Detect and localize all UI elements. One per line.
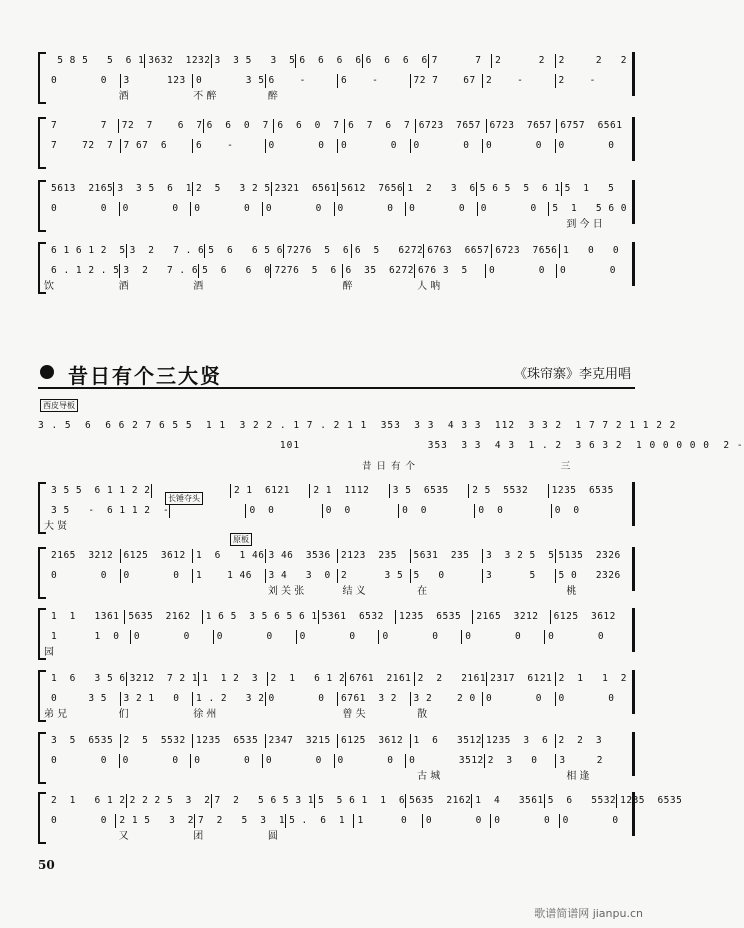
measure: 676 3 5 (415, 264, 486, 278)
measure: 7276 5 6 (271, 264, 342, 278)
score-system (38, 545, 635, 601)
measure: 0 0 (558, 693, 615, 704)
measure: 2347 3215 (266, 734, 339, 748)
lyric (411, 90, 486, 104)
lyric (486, 830, 561, 844)
measure: 0 0 (323, 504, 399, 518)
lyric (38, 770, 113, 784)
measure: 1 6 3 5 6 (48, 672, 127, 686)
lyric: 弟 兄 (44, 709, 68, 720)
measure: 2165 3212 (48, 549, 121, 563)
lyric (550, 520, 635, 534)
measure: 0 0 (379, 630, 462, 644)
measure: 5613 2165 (48, 182, 114, 196)
measure: 6 1 6 1 2 5 (48, 244, 127, 258)
lyric (337, 155, 412, 169)
measure: 7276 5 6 (284, 244, 352, 258)
score-system (38, 50, 635, 106)
lyric (560, 280, 635, 294)
lyric (411, 155, 486, 169)
lyrics-row (38, 520, 635, 534)
lyric (486, 708, 561, 722)
measure: 2 5 5532 (121, 734, 194, 748)
measure: 0 0 (560, 265, 616, 276)
score-system (38, 480, 635, 536)
lyric (337, 770, 412, 784)
measure: 7 7 (429, 54, 492, 68)
measure: 2321 6561 (272, 182, 338, 196)
measure: 0 0 (491, 814, 559, 828)
measure: 7 2 5 6 5 3 1 (212, 794, 316, 808)
measure: 0 0 (483, 692, 556, 706)
lyric: 酒 (118, 281, 129, 292)
measure: 6125 3612 (121, 549, 194, 563)
measure (170, 504, 246, 518)
measure: 0 0 (411, 139, 484, 153)
measure: 7 2 5 3 1 (195, 814, 286, 828)
measure: 0 0 (562, 815, 619, 826)
lyric (379, 520, 464, 534)
page-number: 50 (38, 858, 55, 872)
lyric (464, 646, 549, 660)
free-line-lyrics: 昔 日 有 个 三 (362, 461, 572, 472)
lyric (337, 218, 412, 232)
measure: 0 0 (335, 202, 407, 216)
upper-voice-row (48, 119, 627, 133)
lower-voice-row (48, 692, 627, 706)
measure: 3 3 5 3 5 (212, 54, 297, 68)
lower-voice-row (48, 754, 627, 768)
measure: 6723 7656 (492, 244, 560, 258)
lyric (38, 218, 113, 232)
measure: 3 2 1 0 (121, 692, 194, 706)
lyric: 饮 (44, 281, 54, 292)
measure: 2 1 1 2 (558, 673, 627, 684)
measure: 2 1 6121 (231, 484, 310, 498)
lyric (337, 90, 412, 104)
score-system (38, 730, 635, 786)
measure: 3 5 6535 (390, 484, 469, 498)
lyric (262, 770, 337, 784)
measure: 7 67 6 (121, 139, 194, 153)
measure: 2 1 5 3 2 (116, 814, 195, 828)
measure: 0 0 (266, 692, 339, 706)
measure: 0 3512 (406, 754, 485, 768)
measure: 0 0 (263, 202, 335, 216)
measure: 2 - (483, 74, 556, 88)
measure: 6 6 0 7 (204, 119, 275, 133)
lyric (486, 90, 561, 104)
measure: 0 0 (399, 504, 475, 518)
lyric (209, 520, 294, 534)
lyric (560, 708, 635, 722)
lyric (38, 830, 113, 844)
lyric: 园 (44, 647, 54, 658)
lyrics-row (38, 280, 635, 294)
lyric: 相 逢 (566, 771, 590, 782)
measure: 3 2 7 . 6 (120, 264, 199, 278)
lyric: 徐 州 (193, 709, 217, 720)
lyric (464, 520, 549, 534)
measure: 0 0 (48, 74, 121, 88)
measure: 1 6 5 3 5 6 5 6 1 (203, 610, 319, 624)
measure: 1235 6535 (396, 610, 473, 624)
lyric (187, 155, 262, 169)
lower-voice-row (48, 630, 627, 644)
measure: 0 0 (486, 264, 557, 278)
measure: 0 0 (554, 505, 580, 516)
measure: 0 0 (120, 202, 192, 216)
lyric (209, 646, 294, 660)
measure: 6 6 0 7 (274, 119, 345, 133)
score-system (38, 790, 683, 846)
measure: 3 2 2 0 (411, 692, 484, 706)
lyric (411, 218, 486, 232)
measure: 0 3 5 (193, 74, 266, 88)
lower-voice-row (48, 202, 627, 216)
upper-voice-row (48, 549, 627, 563)
lyric: 到 今 日 (566, 219, 603, 230)
measure: 0 0 (338, 139, 411, 153)
measure: 2 - (558, 75, 596, 86)
measure: 6 6 6 6 (296, 54, 362, 68)
measure: 0 3 5 (48, 692, 121, 706)
lyric (486, 280, 561, 294)
measure: 6 5 6272 (352, 244, 424, 258)
measure: 2 2 2161 (415, 672, 487, 686)
measure: 5 6 6 5 6 (205, 244, 284, 258)
measure: 0 0 (48, 814, 116, 828)
measure: 5361 6532 (319, 610, 396, 624)
measure: 7 72 7 (48, 139, 121, 153)
measure: 2 2 (492, 54, 555, 68)
lyric (294, 520, 379, 534)
measure: 5 . 6 1 (286, 814, 354, 828)
measure: 1235 6535 (551, 485, 614, 496)
lyric (187, 585, 262, 599)
measure: 7 7 (48, 119, 119, 133)
lyric (294, 646, 379, 660)
lower-voice-row (48, 504, 627, 518)
measure: 1 6 1 46 (193, 549, 266, 563)
song-title: 昔日有个三大贤 (68, 364, 222, 388)
measure: 1 1 1361 (48, 610, 125, 624)
bullet-icon (40, 365, 54, 379)
lyrics-row (38, 218, 635, 232)
measure: 1 1 0 (48, 630, 131, 644)
watermark: 歌谱简谱网 jianpu.cn (534, 907, 643, 920)
measure: 0 0 (191, 754, 263, 768)
measure: 3 3 5 6 1 (114, 182, 193, 196)
lyric (123, 646, 208, 660)
lyric (550, 646, 635, 660)
lyrics-row (38, 708, 635, 722)
lower-voice-row (48, 139, 627, 153)
lower-voice-row (48, 814, 627, 828)
measure: 5612 7656 (338, 182, 404, 196)
lyric (113, 218, 188, 232)
lyric (262, 280, 337, 294)
measure: 0 0 (462, 630, 545, 644)
measure: 2 2 3 (558, 735, 603, 746)
lyric: 结 义 (342, 586, 366, 597)
free-line-bottom: 101 353 3 3 4 3 1 . 2 3 6 3 2 1 0 0 0 0 0 2 - (38, 440, 744, 451)
measure: 5 6 5 5 6 1 (477, 182, 562, 196)
lyric (123, 520, 208, 534)
measure: 5 8 5 5 6 1 (48, 54, 145, 68)
measure: 6757 6561 (560, 120, 623, 131)
measure: 3 5 5 6 1 1 2 2 (48, 484, 152, 498)
measure: 0 0 (246, 504, 322, 518)
lyric: 大 贤 (44, 521, 68, 532)
lower-voice-row (48, 569, 627, 583)
measure: 1 1 2 3 (199, 672, 267, 686)
measure: 0 0 (558, 140, 615, 151)
lyric (38, 155, 113, 169)
lyric (113, 585, 188, 599)
lyric: 醉 (267, 91, 278, 102)
lyrics-row (38, 585, 635, 599)
lyric: 刘 关 张 (267, 586, 305, 597)
measure: 1 1 46 (193, 569, 266, 583)
measure: 6723 7657 (487, 119, 558, 133)
measure: 3 4 3 0 (266, 569, 339, 583)
measure: 5 1 5 6 0 (552, 203, 628, 214)
lower-voice-row (48, 264, 627, 278)
measure: 6 6 6 6 (363, 54, 429, 68)
measure: 0 0 (423, 814, 491, 828)
measure: 5 0 2326 (558, 570, 621, 581)
lyrics-row (38, 90, 635, 104)
song-title-block (38, 353, 635, 389)
measure: 1 2 3 6 (404, 182, 476, 196)
measure: 0 0 (263, 754, 335, 768)
upper-voice-row (48, 244, 627, 258)
lyric (187, 770, 262, 784)
lyric (113, 155, 188, 169)
measure: 0 0 (548, 631, 605, 642)
measure: 5631 235 (411, 549, 484, 563)
measure: 3 5 - 6 1 1 2 - (48, 504, 170, 518)
lyric: 曾 失 (342, 709, 366, 720)
song-source: 《珠帘寨》李克用唱 (513, 367, 631, 382)
measure: 0 0 (214, 630, 297, 644)
measure: 0 0 (335, 754, 407, 768)
title-rule (38, 387, 635, 389)
measure: 6761 3 2 (338, 692, 411, 706)
inline-label-2: 原板 (230, 533, 252, 546)
upper-voice-row (48, 610, 627, 624)
upper-voice-row (48, 484, 627, 498)
lyric (38, 585, 113, 599)
measure: 1 0 0 (563, 245, 620, 256)
measure: 6761 2161 (346, 672, 414, 686)
lyric (560, 830, 635, 844)
measure: 6 7 6 7 (345, 119, 416, 133)
score-system (38, 115, 635, 171)
lyric: 们 (118, 709, 129, 720)
lyric: 圆 (267, 831, 278, 842)
lyric (262, 218, 337, 232)
measure (152, 484, 231, 498)
measure: 5 1 5 (564, 183, 615, 194)
lyric: 不 醉 (193, 91, 217, 102)
measure: 3 2 (559, 755, 603, 766)
lyric: 酒 (193, 281, 204, 292)
lyric: 人 呐 (417, 281, 441, 292)
measure: 0 0 (478, 202, 550, 216)
measure: 0 0 (121, 569, 194, 583)
lyric (113, 770, 188, 784)
measure: 5635 2162 (125, 610, 202, 624)
measure: 3 5 (483, 569, 556, 583)
lyric (486, 218, 561, 232)
upper-voice-row (48, 182, 627, 196)
measure: 2 5 3 2 5 (193, 182, 272, 196)
measure: 6 35 6272 (343, 264, 415, 278)
measure: 6 - (338, 74, 411, 88)
lyric (560, 155, 635, 169)
lyric: 酒 (118, 91, 129, 102)
lyric: 散 (417, 709, 428, 720)
lyrics-row (38, 155, 635, 169)
measure: 0 0 (266, 139, 339, 153)
measure: 0 0 (131, 630, 214, 644)
measure: 6125 3612 (553, 611, 616, 622)
lyric (486, 155, 561, 169)
measure: 0 0 (297, 630, 380, 644)
lyric (486, 585, 561, 599)
lyric: 醉 (342, 281, 353, 292)
measure: 3632 1232 (145, 54, 211, 68)
measure: 72 7 67 (411, 74, 484, 88)
measure: 5 5 6 1 1 6 (315, 794, 406, 808)
lyric (187, 218, 262, 232)
measure: 0 0 (48, 569, 121, 583)
measure: 1 0 (354, 814, 422, 828)
measure: 72 7 6 7 (119, 119, 204, 133)
measure: 6763 6657 (424, 244, 492, 258)
score-system (38, 178, 635, 234)
measure: 2 1 1112 (310, 484, 389, 498)
measure: 5 6 6 0 (199, 264, 271, 278)
score-system (38, 606, 635, 662)
measure: 6 - (193, 139, 266, 153)
upper-voice-row (48, 734, 627, 748)
lyric: 团 (193, 831, 204, 842)
lyric (486, 770, 561, 784)
measure: 0 0 (48, 754, 120, 768)
measure: 0 0 (406, 202, 478, 216)
lyric: 在 (417, 586, 428, 597)
measure: 5135 2326 (558, 550, 621, 561)
measure: 5635 2162 (406, 794, 472, 808)
measure: 2 1 6 1 2 (268, 672, 347, 686)
measure: 1235 6535 (620, 795, 683, 806)
inline-label-1: 长锤夺头 (165, 492, 203, 505)
measure: 6 . 1 2 . 5 (48, 264, 120, 278)
lyric: 古 城 (417, 771, 441, 782)
lyric (262, 155, 337, 169)
lyric (38, 90, 113, 104)
upper-voice-row (48, 672, 627, 686)
measure: 2 2 2 (558, 55, 627, 66)
measure: 2 1 6 1 2 (48, 794, 127, 808)
measure: 1 4 3561 (472, 794, 544, 808)
measure: 3 123 (121, 74, 194, 88)
lyric (379, 646, 464, 660)
measure: 3 3 2 5 5 (483, 549, 556, 563)
measure: 3 2 7 . 6 (127, 244, 206, 258)
lower-voice-row (48, 74, 627, 88)
upper-voice-row (48, 54, 627, 68)
measure: 2 3 0 (485, 754, 557, 768)
lyric (560, 90, 635, 104)
measure: 6 - (266, 74, 339, 88)
lyric: 又 (118, 831, 129, 842)
measure: 0 0 (475, 504, 551, 518)
measure: 1235 6535 (193, 734, 266, 748)
mode-label: 西皮导板 (40, 399, 78, 412)
measure: 3 46 3536 (266, 549, 339, 563)
lyrics-row (38, 830, 635, 844)
measure: 5 6 5532 (545, 794, 617, 808)
measure: 1 6 3512 (411, 734, 484, 748)
upper-voice-row (48, 794, 683, 808)
measure: 3 5 6535 (48, 734, 121, 748)
measure: 2165 3212 (473, 610, 550, 624)
lyric (262, 708, 337, 722)
measure: 2123 235 (338, 549, 411, 563)
measure: 2 5 5532 (469, 484, 548, 498)
measure: 2317 6121 (487, 672, 555, 686)
measure: 2 2 2 5 3 2 (127, 794, 212, 808)
measure: 6723 7657 (416, 119, 487, 133)
measure: 5 0 (411, 569, 484, 583)
score-system (38, 668, 635, 724)
measure: 0 0 (48, 202, 120, 216)
lyric: 桃 (566, 586, 577, 597)
measure: 1235 3 6 (483, 734, 556, 748)
score-system (38, 240, 635, 296)
measure: 0 0 (120, 754, 192, 768)
lyrics-row (38, 646, 635, 660)
lyric (337, 830, 412, 844)
lyric (411, 830, 486, 844)
measure: 6125 3612 (338, 734, 411, 748)
lyrics-row (38, 770, 635, 784)
measure: 2 3 5 (338, 569, 411, 583)
measure: 3212 7 2 1 (127, 672, 199, 686)
measure: 0 0 (191, 202, 263, 216)
measure: 0 0 (483, 139, 556, 153)
measure: 1 . 2 3 2 (193, 692, 266, 706)
free-line-top: 3 . 5 6 6 6 2 7 6 5 5 1 1 3 2 2 . 1 7 . 2 1 1 353 3 3 4 3 3 112 3 3 2 1 7 7 2 1 1 2 2 (38, 420, 677, 431)
